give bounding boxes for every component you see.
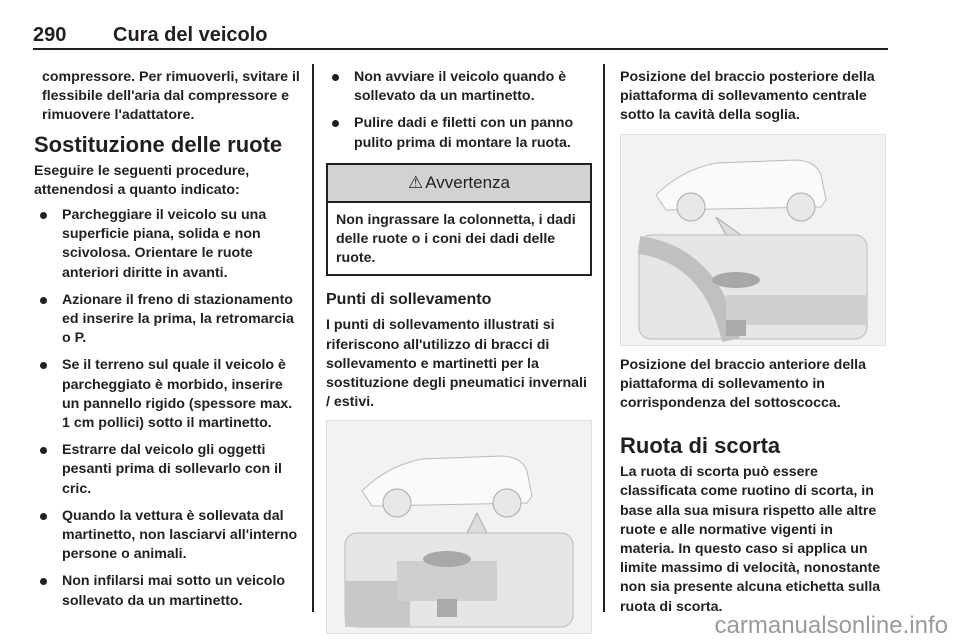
warning-title: Avvertenza — [425, 173, 510, 193]
bullet-icon — [40, 362, 47, 369]
list-item: Azionare il freno di stazionamento ed inserire la prima, la retromarcia o P. — [34, 291, 304, 349]
section-title: Cura del veicolo — [113, 24, 268, 46]
page-number: 290 — [33, 24, 67, 46]
list-item: Quando la vettura è sollevata dal martinetto, non lasciarvi all'interno persone o animali. — [34, 507, 304, 565]
bullet-icon — [40, 513, 47, 520]
figure-front-lifting-point — [326, 420, 592, 634]
bullet-icon — [332, 74, 339, 81]
bullet-icon — [40, 447, 47, 454]
list-item: Estrarre dal veicolo gli oggetti pesanti prima di sollevarlo con il cric. — [34, 441, 304, 499]
bullet-icon — [332, 120, 339, 127]
heading-lifting-points: Punti di sollevamento — [326, 291, 492, 309]
warning-box — [326, 163, 592, 277]
list-item: Pulire dadi e filetti con un panno pulito prima di montare la ruota. — [326, 114, 592, 152]
warning-triangle-icon: ⚠ — [408, 173, 424, 193]
column-1 — [34, 68, 304, 619]
car-lift-illustration — [621, 135, 885, 345]
column-divider-2 — [603, 64, 605, 612]
bullet-icon — [40, 297, 47, 304]
figure-rear-lifting-point — [620, 134, 886, 346]
page-header — [33, 0, 888, 50]
column-divider-1 — [312, 64, 314, 612]
warning-header — [328, 165, 590, 203]
list-item: Non infilarsi mai sotto un veicolo sollevato da un martinetto. — [34, 572, 304, 610]
bullet-list — [34, 206, 304, 611]
figure-caption-front: Posizione del braccio anteriore della piattaforma di sollevamento in corrispondenza del sottoscocca. — [620, 356, 866, 412]
lifting-points-paragraph: I punti di sollevamento illustrati si riferiscono all'utilizzo di bracci di sollevamento e martinetti per la sostituzione degli pneumatici invernali / estivi. — [326, 317, 587, 411]
list-item: Se il terreno sul quale il veicolo è parcheggiato è morbido, inserire un pannello rigido (spessore max. 1 cm pollici) sotto il martinetto. — [34, 356, 304, 433]
bullet-icon — [40, 212, 47, 219]
list-item: Parcheggiare il veicolo su una superficie piana, solida e non scivolosa. Orientare le ruote anteriori diritte in avanti. — [34, 206, 304, 283]
lead-paragraph: Eseguire le seguenti procedure, attenendosi a quanto indicato: — [34, 162, 250, 198]
bullet-icon — [40, 578, 47, 585]
list-item: Non avviare il veicolo quando è sollevato da un martinetto. — [326, 68, 592, 106]
watermark: carmanualsonline.info — [714, 612, 948, 639]
column-3 — [620, 68, 888, 623]
warning-text: Non ingrassare la colonnetta, i dadi delle ruote o i coni dei dadi delle ruote. — [336, 211, 576, 267]
bullet-list — [326, 68, 592, 153]
column-2 — [326, 68, 592, 634]
heading-spare-wheel: Ruota di scorta — [620, 433, 781, 459]
figure-caption-rear: Posizione del braccio posteriore della piattaforma di sollevamento centrale sotto la cavità della soglia. — [620, 69, 875, 124]
car-lift-illustration — [327, 421, 591, 633]
intro-paragraph: compressore. Per rimuoverli, svitare il flessibile dell'aria dal compressore e rimuovere l'adattatore. — [42, 69, 300, 124]
heading-wheel-change: Sostituzione delle ruote — [34, 131, 283, 157]
spare-wheel-paragraph: La ruota di scorta può essere classificata come ruotino di scorta, in base alla sua misura rispetto alle altre ruote e alle normative vigenti in materia. In questo caso si applica un limite massimo di velocità, nonostante non sia presente alcuna etichetta sulla ruota di scorta. — [620, 464, 881, 615]
